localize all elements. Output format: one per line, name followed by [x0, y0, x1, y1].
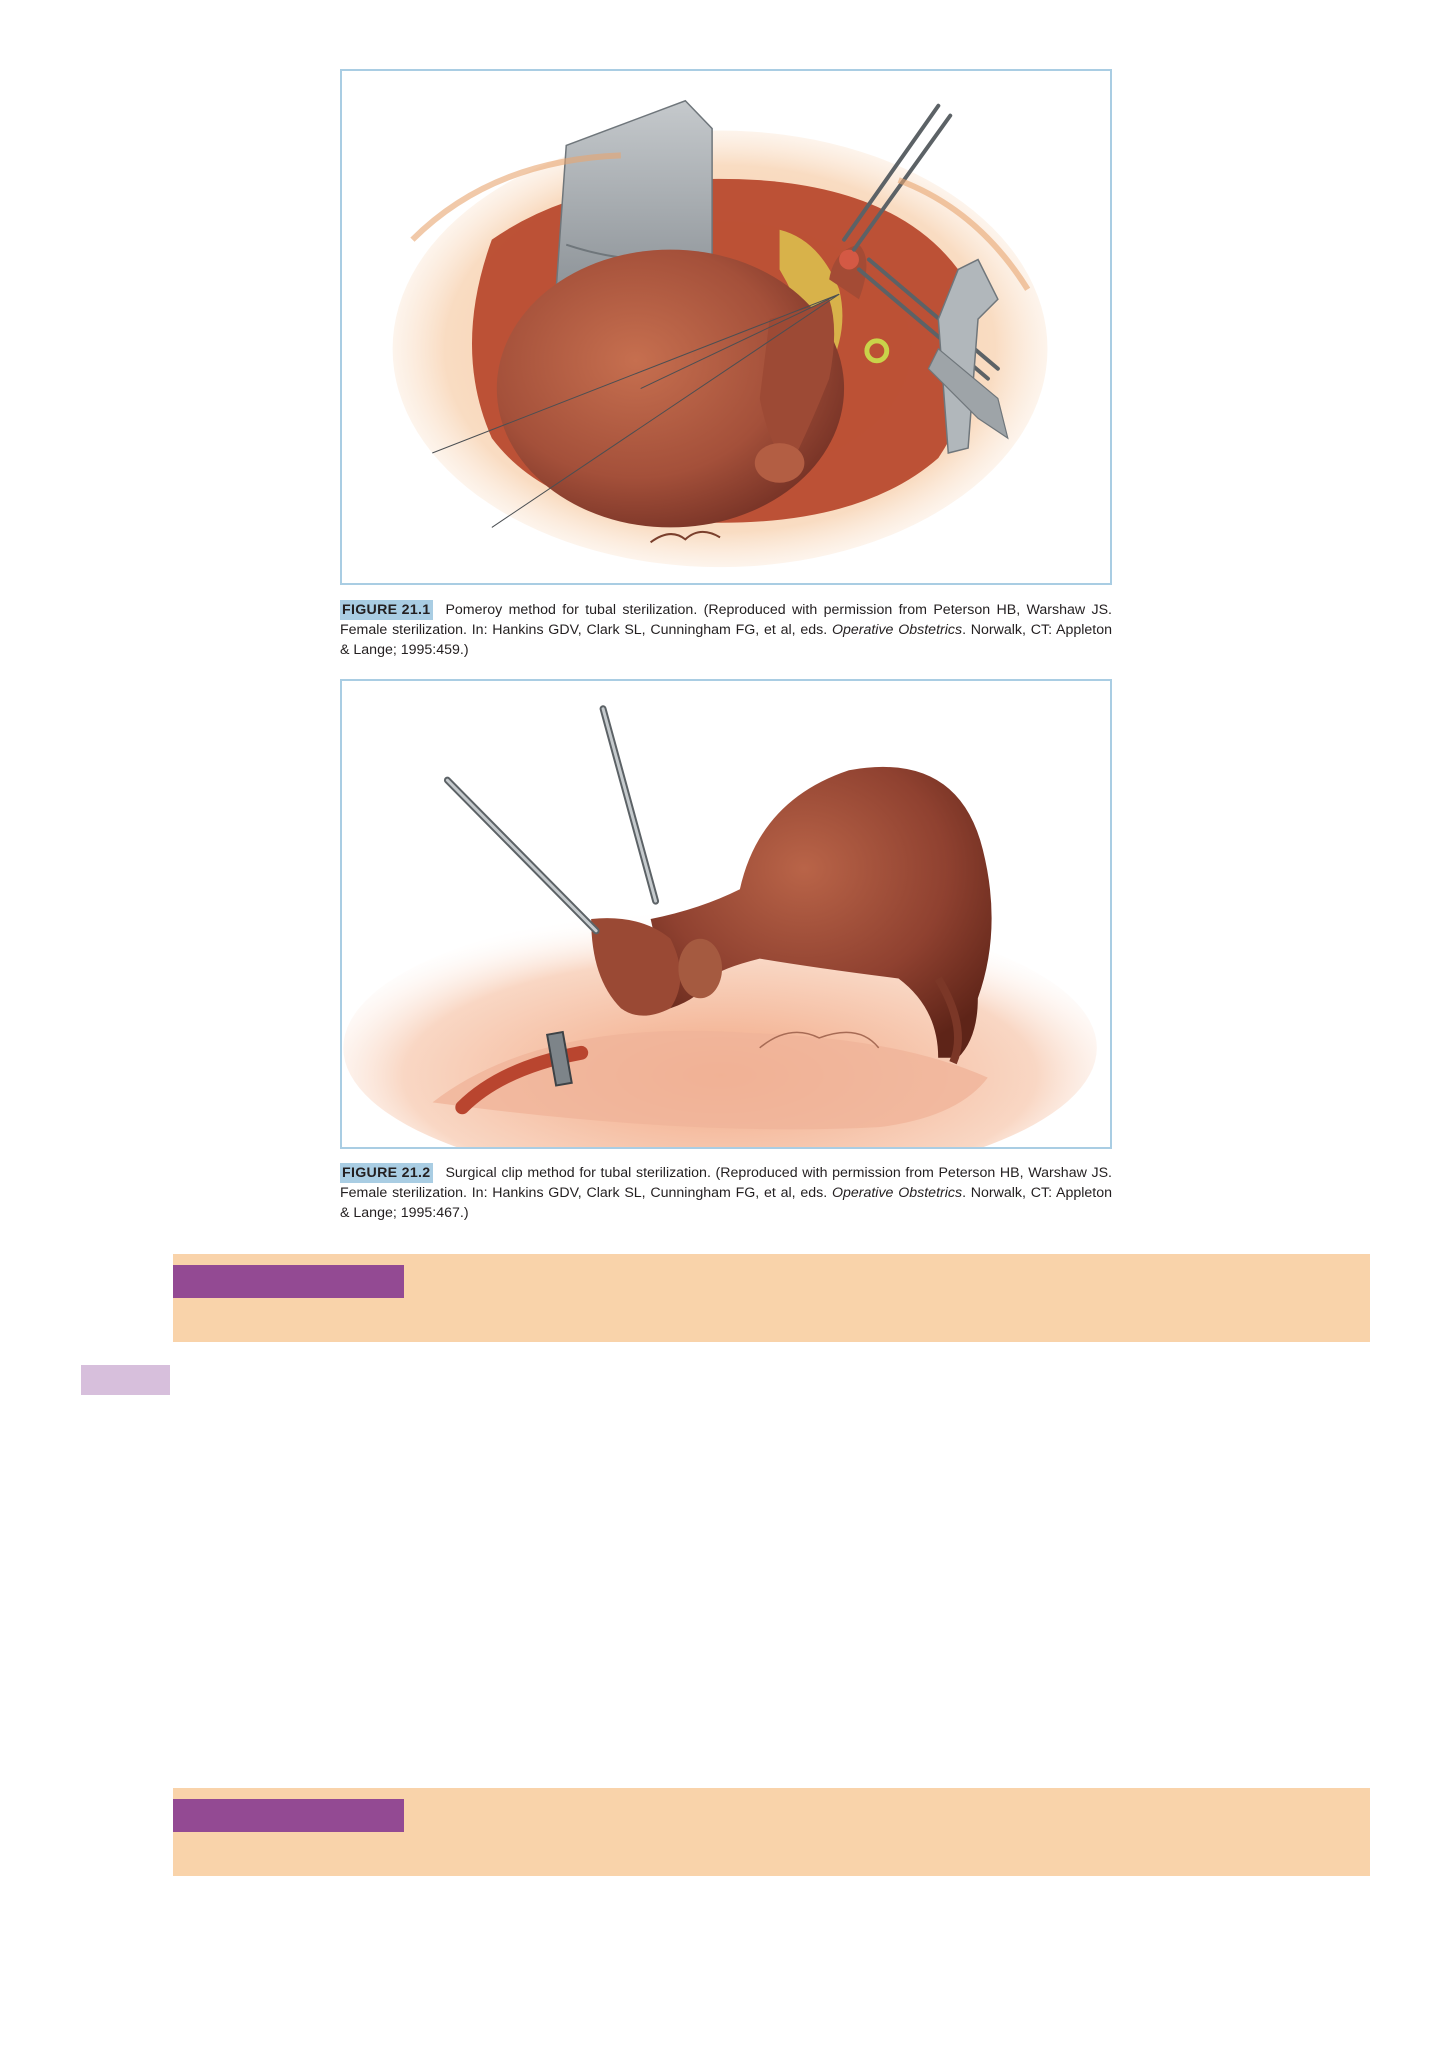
caption-tail: . Norwalk, CT: Appleton & Lange; 1995:467.)	[340, 1185, 1113, 1221]
figure-21-2-caption	[340, 1163, 1112, 1223]
box-header-tab	[173, 1799, 404, 1832]
box-header-tab	[173, 1265, 404, 1298]
figure-label: FIGURE 21.1	[340, 600, 433, 620]
caption-text: Surgical clip method for tubal sterilization. (Reproduced with permission from Peterson HB, Warshaw JS. Female sterilization. In: Hankins GDV, Clark SL, Cunningham FG, et al, eds.	[340, 1165, 1112, 1201]
figure-label: FIGURE 21.2	[340, 1163, 433, 1183]
caption-tail: . Norwalk, CT: Appleton & Lange; 1995:459.)	[340, 622, 1113, 658]
caption-text: Pomeroy method for tubal sterilization. (Reproduced with permission from Peterson HB, Warshaw JS. Female sterilization. In: Hankins GDV, Clark SL, Cunningham FG, et al, eds.	[340, 602, 1112, 638]
figure-21-1-caption	[340, 600, 1112, 660]
figure-21-1-image	[340, 69, 1112, 585]
source-title: Operative Obstetrics	[831, 622, 963, 638]
highlight-box	[173, 1254, 1370, 1342]
highlight-box	[173, 1788, 1370, 1876]
side-marker-tab	[81, 1365, 170, 1395]
figure-21-2-image	[340, 679, 1112, 1149]
source-title: Operative Obstetrics	[831, 1185, 963, 1201]
